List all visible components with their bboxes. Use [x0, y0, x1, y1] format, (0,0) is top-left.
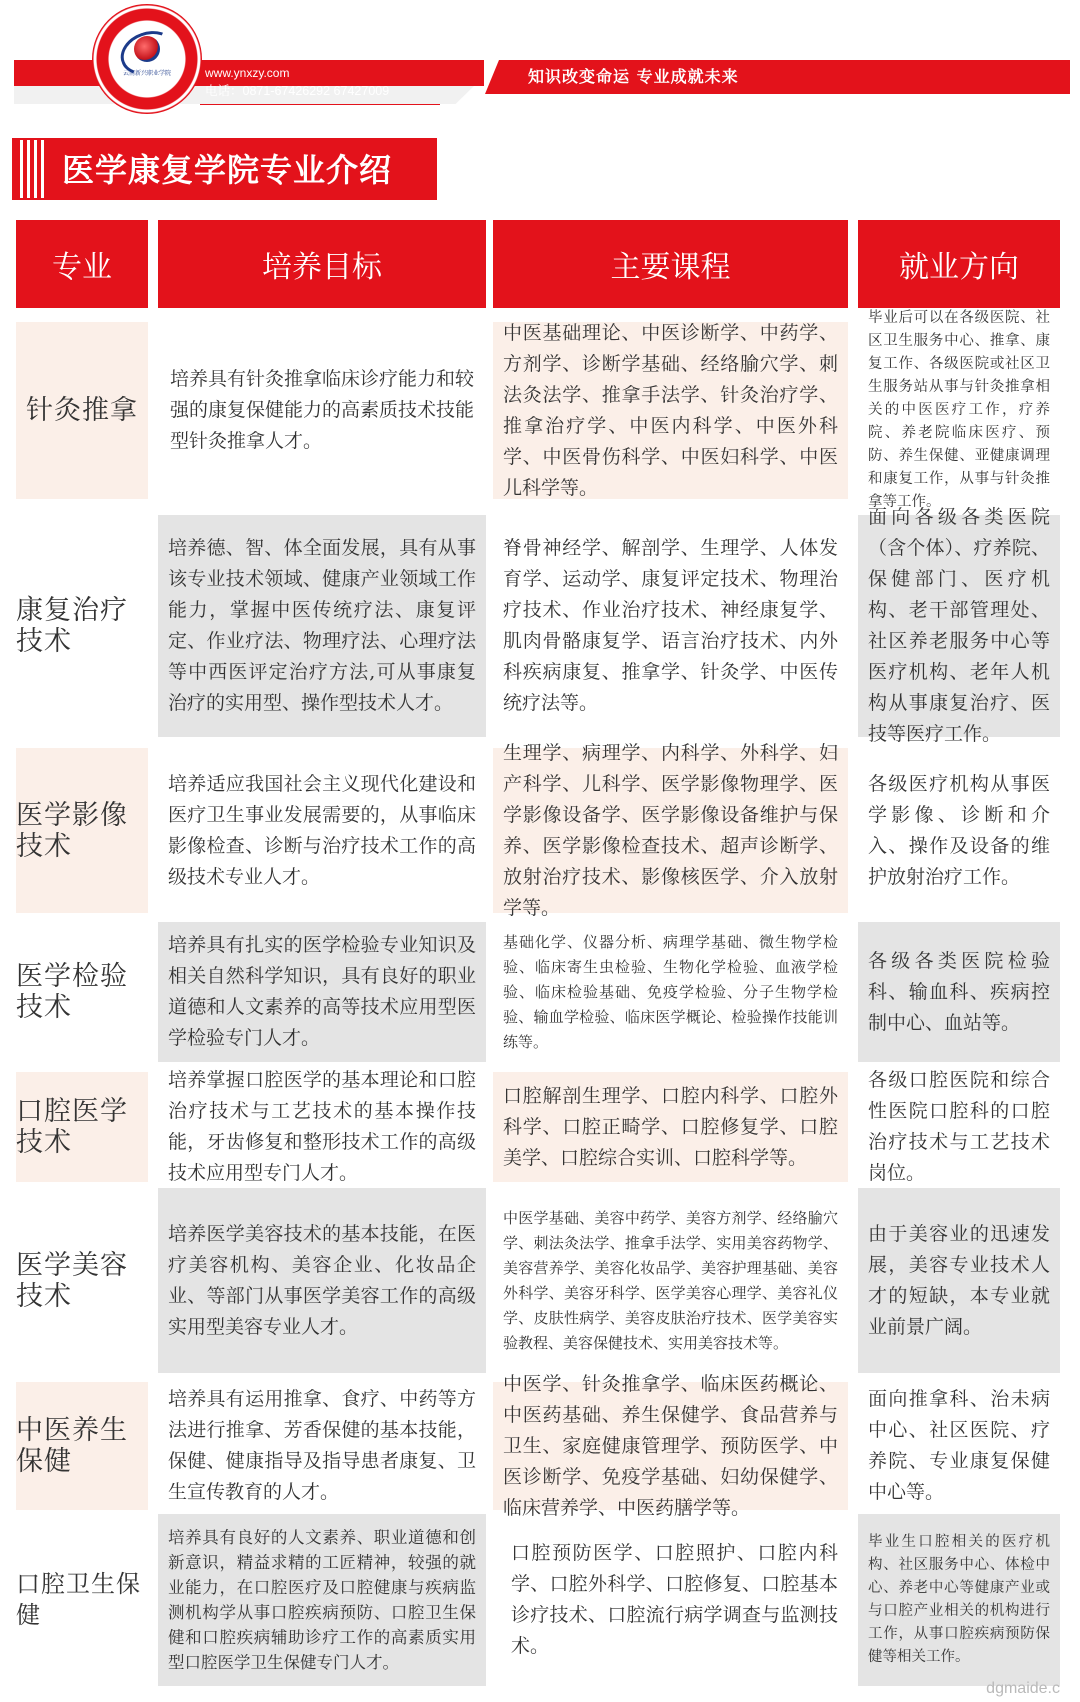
table-row-career: 各级口腔医院和综合性医院口腔科的口腔治疗技术与工艺技术岗位。: [868, 1069, 1050, 1184]
table-row-goal: 培养适应我国社会主义现代化建设和医疗卫生事业发展需要的，从事临床影像检查、诊断与治疗技术工作的高级技术专业人才。: [168, 772, 476, 888]
table-row-courses: 口腔解剖生理学、口腔内科学、口腔外科学、口腔正畸学、口腔修复学、口腔美学、口腔综合实训、口腔科学等。: [493, 1072, 848, 1182]
table-row-goal: 培养掌握口腔医学的基本理论和口腔治疗技术与工艺技术的基本操作技能，牙齿修复和整形技术工作的高级技术应用型专门人才。: [168, 1069, 476, 1184]
phone-number: 电话：0871-67426292 67427009: [205, 84, 390, 98]
logo-text: 云南新兴职业学院: [122, 70, 171, 77]
slogan: 知识改变命运 专业成就未来: [528, 67, 739, 86]
table-row-major: 康复治疗技术: [16, 595, 128, 657]
table-row-career: 各级各类医院检验科、输血科、疾病控制中心、血站等。: [858, 922, 1060, 1062]
table-row-goal: 培养医学美容技术的基本技能，在医疗美容机构、美容企业、化妆品企业、等部门从事医学美容工作的高级实用型美容专业人才。: [158, 1188, 486, 1373]
table-row-career: 毕业后可以在各级医院、社区卫生服务中心、推拿、康复工作、各级医院或社区卫生服务站从事与针灸推拿相关的中医医疗工作，疗养院、养老院临床医疗、预防、养生保健、亚健康调理和康复工作，从事与针灸推拿等工作。: [868, 310, 1050, 510]
table-row-courses: 中医学基础、美容中药学、美容方剂学、经络腧穴学、刺法灸法学、推拿手法学、实用美容药物学、美容营养学、美容化妆品学、美容护理基础、美容外科学、美容牙科学、医学美容心理学、美容礼仪学、皮肤性病学、美容皮肤治疗技术、医学美容实验教程、美容保健技术、实用美容技术等。: [503, 1208, 838, 1352]
contact-info: [205, 64, 389, 100]
section-title: 医学康复学院专业介绍: [62, 151, 393, 189]
table-row-courses: 中医基础理论、中医诊断学、中药学、方剂学、诊断学基础、经络腧穴学、刺法灸法学、推拿手法学、针灸治疗学、推拿治疗学、中医内科学、中医外科学、中医骨伤科学、中医妇科学、中医儿科学等。: [493, 322, 848, 499]
table-row-goal: 培养具有良好的人文素养、职业道德和创新意识，精益求精的工匠精神，较强的就业能力，在口腔医疗及口腔健康与疾病监测机构学从事口腔疾病预防、口腔卫生保健和口腔疾病辅助诊疗工作的高素质实用型口腔医学卫生保健专门人才。: [158, 1514, 486, 1686]
table-row-career: 各级医疗机构从事医学影像、诊断和介入、操作及设备的维护放射治疗工作。: [868, 772, 1050, 888]
watermark: dgmaide.c: [986, 1680, 1060, 1697]
table-row-courses: 中医学、针灸推拿学、临床医药概论、中医药基础、养生保健学、食品营养与卫生、家庭健康管理学、预防医学、中医诊断学、免疫学基础、妇幼保健学、临床营养学、中医药膳学等。: [493, 1382, 848, 1510]
college-logo: [116, 28, 178, 90]
table-row-career: 面向各级各类医院（含个体）、疗养院、保健部门、医疗机构、老干部管理处、社区养老服务中心等医疗机构、老年人机构从事康复治疗、医技等医疗工作。: [858, 515, 1060, 737]
table-row-courses: 基础化学、仪器分析、病理学基础、微生物学检验、临床寄生虫检验、生物化学检验、血液学检验、临床检验基础、免疫学检验、分子生物学检验、输血学检验、临床医学概论、检验操作技能训练等。: [503, 932, 838, 1051]
table-row-major: 医学美容技术: [16, 1249, 128, 1312]
logo-globe-icon: [134, 36, 160, 62]
table-row-major: 针灸推拿: [16, 322, 148, 499]
table-row-major: 医学检验技术: [16, 961, 128, 1023]
table-row-goal: 培养德、智、体全面发展，具有从事该专业技术领域、健康产业领域工作能力，掌握中医传统疗法、康复评定、作业疗法、物理疗法、心理疗法等中西医评定治疗方法,可从事康复治疗的实用型、操作型技术人才。: [158, 515, 486, 737]
section-title-stripes: [20, 140, 46, 198]
website-link[interactable]: www.ynxzy.com: [205, 66, 290, 80]
table-row-courses: 生理学、病理学、内科学、外科学、妇产科学、儿科学、医学影像物理学、医学影像设备学、医学影像设备维护与保养、医学影像检查技术、超声诊断学、放射治疗技术、影像核医学、介入放射学等。: [493, 748, 848, 913]
column-header-goal: 培养目标: [158, 220, 486, 308]
table-row-goal: 培养具有扎实的医学检验专业知识及相关自然科学知识，具有良好的职业道德和人文素养的高等技术应用型医学检验专门人才。: [158, 922, 486, 1062]
table-row-career: 毕业生口腔相关的医疗机构、社区服务中心、体检中心、养老中心等健康产业或与口腔产业相关的机构进行工作，从事口腔疾病预防保健等相关工作。: [858, 1514, 1060, 1686]
table-row-career: 由于美容业的迅速发展，美容专业技术人才的短缺，本专业就业前景广阔。: [858, 1188, 1060, 1373]
table-row-goal: 培养具有针灸推拿临床诊疗能力和较强的康复保健能力的高素质技术技能型针灸推拿人才。: [170, 368, 475, 452]
table-row-goal: 培养具有运用推拿、食疗、中药等方法进行推拿、芳香保健的基本技能，保健、健康指导及指导患者康复、卫生宣传教育的人才。: [168, 1388, 476, 1503]
table-row-major: 医学影像技术: [16, 748, 148, 913]
table-row-major: 口腔卫生保健: [16, 1570, 141, 1629]
table-row-career: 面向推拿科、治未病中心、社区医院、疗养院、专业康复保健中心等。: [868, 1388, 1050, 1503]
header-divider: [200, 104, 440, 105]
column-header-career: 就业方向: [858, 220, 1060, 308]
table-row-courses: 口腔预防医学、口腔照护、口腔内科学、口腔外科学、口腔修复、口腔基本诊疗技术、口腔流行病学调查与监测技术。: [511, 1542, 838, 1657]
column-header-major: 专业: [16, 220, 148, 308]
table-row-courses: 脊骨神经学、解剖学、生理学、人体发育学、运动学、康复评定技术、物理治疗技术、作业治疗技术、神经康复学、肌肉骨骼康复学、语言治疗技术、内外科疾病康复、推拿学、针灸学、中医传统疗法等。: [503, 537, 838, 714]
table-row-major: 中医养生保健: [16, 1382, 148, 1510]
table-row-major: 口腔医学技术: [16, 1072, 148, 1182]
column-header-courses: 主要课程: [493, 220, 848, 308]
